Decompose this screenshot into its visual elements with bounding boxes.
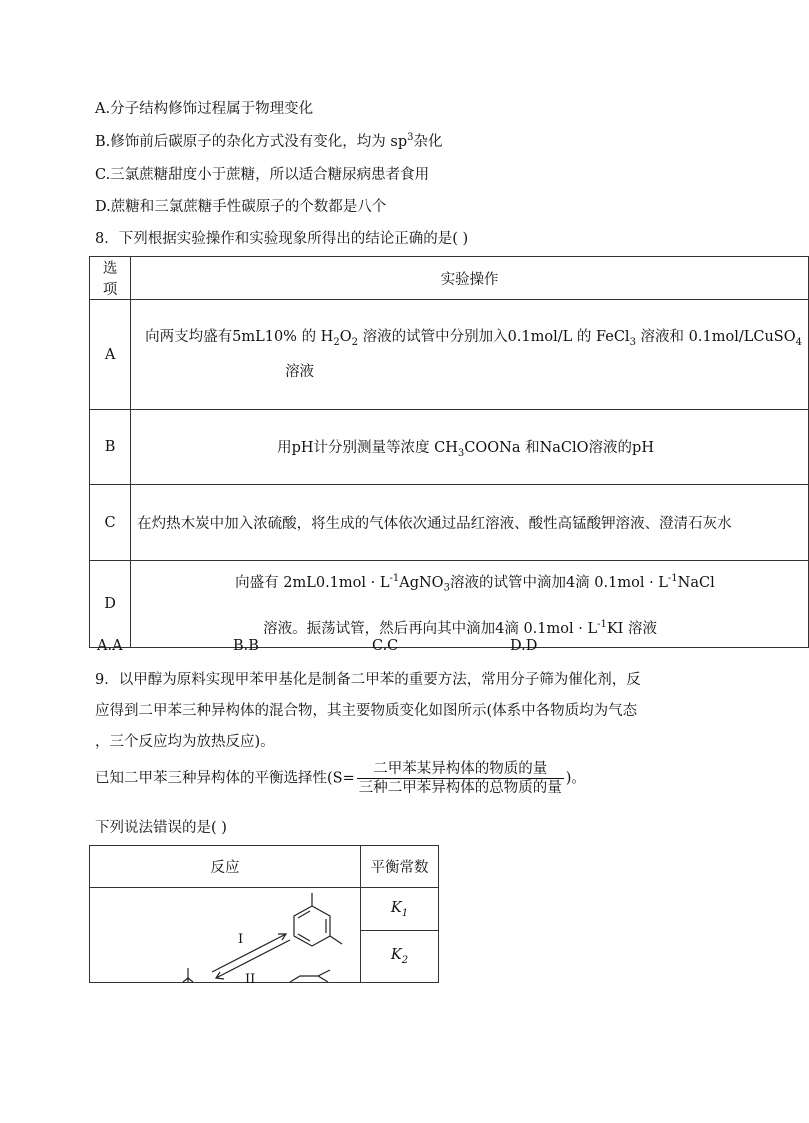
row-label-a: A	[90, 300, 131, 410]
table-row	[90, 300, 809, 410]
q9-table-header	[90, 846, 439, 888]
header-reaction: 反应	[90, 846, 361, 888]
row-operation-c: 在灼热木炭中加入浓硫酸，将生成的气体依次通过品红溶液、酸性高锰酸钾溶液、澄清石灰水	[131, 485, 809, 561]
table-row	[90, 485, 809, 561]
table-row	[90, 888, 439, 931]
q7-option-c: C.三氯蔗糖甜度小于蔗糖，所以适合糖尿病患者食用	[95, 167, 430, 183]
row-label-c: C	[90, 485, 131, 561]
roman-ii-label: II	[245, 972, 256, 987]
q9-stem-line2: 应得到二甲苯三种异构体的混合物，其主要物质变化如图所示(体系中各物质均为气态	[95, 703, 638, 719]
k1-cell: $K_1$	[361, 888, 439, 931]
q7-option-a: A.分子结构修饰过程属于物理变化	[95, 101, 314, 117]
q9-stem-line1: 9．以甲醇为原料实现甲苯甲基化是制备二甲苯的重要方法，常用分子筛为催化剂，反	[95, 672, 641, 688]
q9-selectivity-definition: 已知二甲苯三种异构体的平衡选择性(S= $\frac{\text{二甲苯某异构体的物质的量}}{\text{三种二甲苯异构体的总物质的量}}$ )。	[95, 761, 586, 796]
q8-table-header	[90, 257, 809, 300]
reaction-diagram-cell	[90, 888, 361, 987]
selectivity-fraction: $\frac{\text{二甲苯某异构体的物质的量}}{\text{三种二甲苯异构体的总物质的量}}$	[358, 761, 562, 796]
row-operation-b: 用pH计分别测量等浓度 $CH_3COONa$ 和NaClO溶液的pH	[131, 410, 809, 485]
table-row	[90, 410, 809, 485]
q7-option-d: D.蔗糖和三氯蔗糖手性碳原子的个数都是八个	[95, 199, 387, 215]
row-label-b: B	[90, 410, 131, 485]
header-option: 选项	[90, 257, 131, 300]
q9-table	[89, 845, 439, 987]
choice-c: C.C	[372, 638, 399, 654]
table-row	[90, 561, 809, 648]
row-label-d: D	[90, 561, 131, 648]
roman-i-label: I	[238, 932, 244, 947]
header-operation: 实验操作	[131, 257, 809, 300]
second-product-structure	[290, 970, 330, 982]
q9-ask: 下列说法错误的是( )	[95, 820, 227, 836]
q7-option-b: B.修饰前后碳原子的杂化方式没有变化，均为 $sp^3$杂化	[95, 132, 443, 150]
k2-cell: $K_2$	[361, 931, 439, 983]
header-equilibrium-constant: 平衡常数	[361, 846, 439, 888]
q8-table	[89, 256, 809, 648]
choice-b: B.B	[233, 638, 259, 654]
row-operation-d: 向盛有 $2mL0.1mol \cdot L^{-1}AgNO_3$溶液的试管中滴加4滴 $0.1mol \cdot L^{-1}NaCl$ 溶液。振荡试管，然后再向其中滴加4滴 $0.1mol \cdot L^{-1}KI$ 溶液	[131, 561, 809, 648]
q9-stem-line3: ，三个反应均为放热反应)。	[95, 734, 275, 750]
q8-stem: 8．下列根据实验操作和实验现象所得出的结论正确的是( )	[95, 231, 469, 247]
choice-d: D.D	[510, 638, 538, 654]
reaction-scheme-diagram	[90, 888, 360, 982]
choice-a: A.A	[97, 638, 123, 654]
toluene-structure	[183, 968, 193, 982]
m-xylene-structure	[294, 893, 342, 946]
row-operation-a: 向两支均盛有5mL10% 的 $H_2O_2$ 溶液的试管中分别加入0.1mol/L 的 FeCl$_3$ 溶液和 0.1mol/LCuSO$_4$ 溶液	[131, 300, 809, 410]
